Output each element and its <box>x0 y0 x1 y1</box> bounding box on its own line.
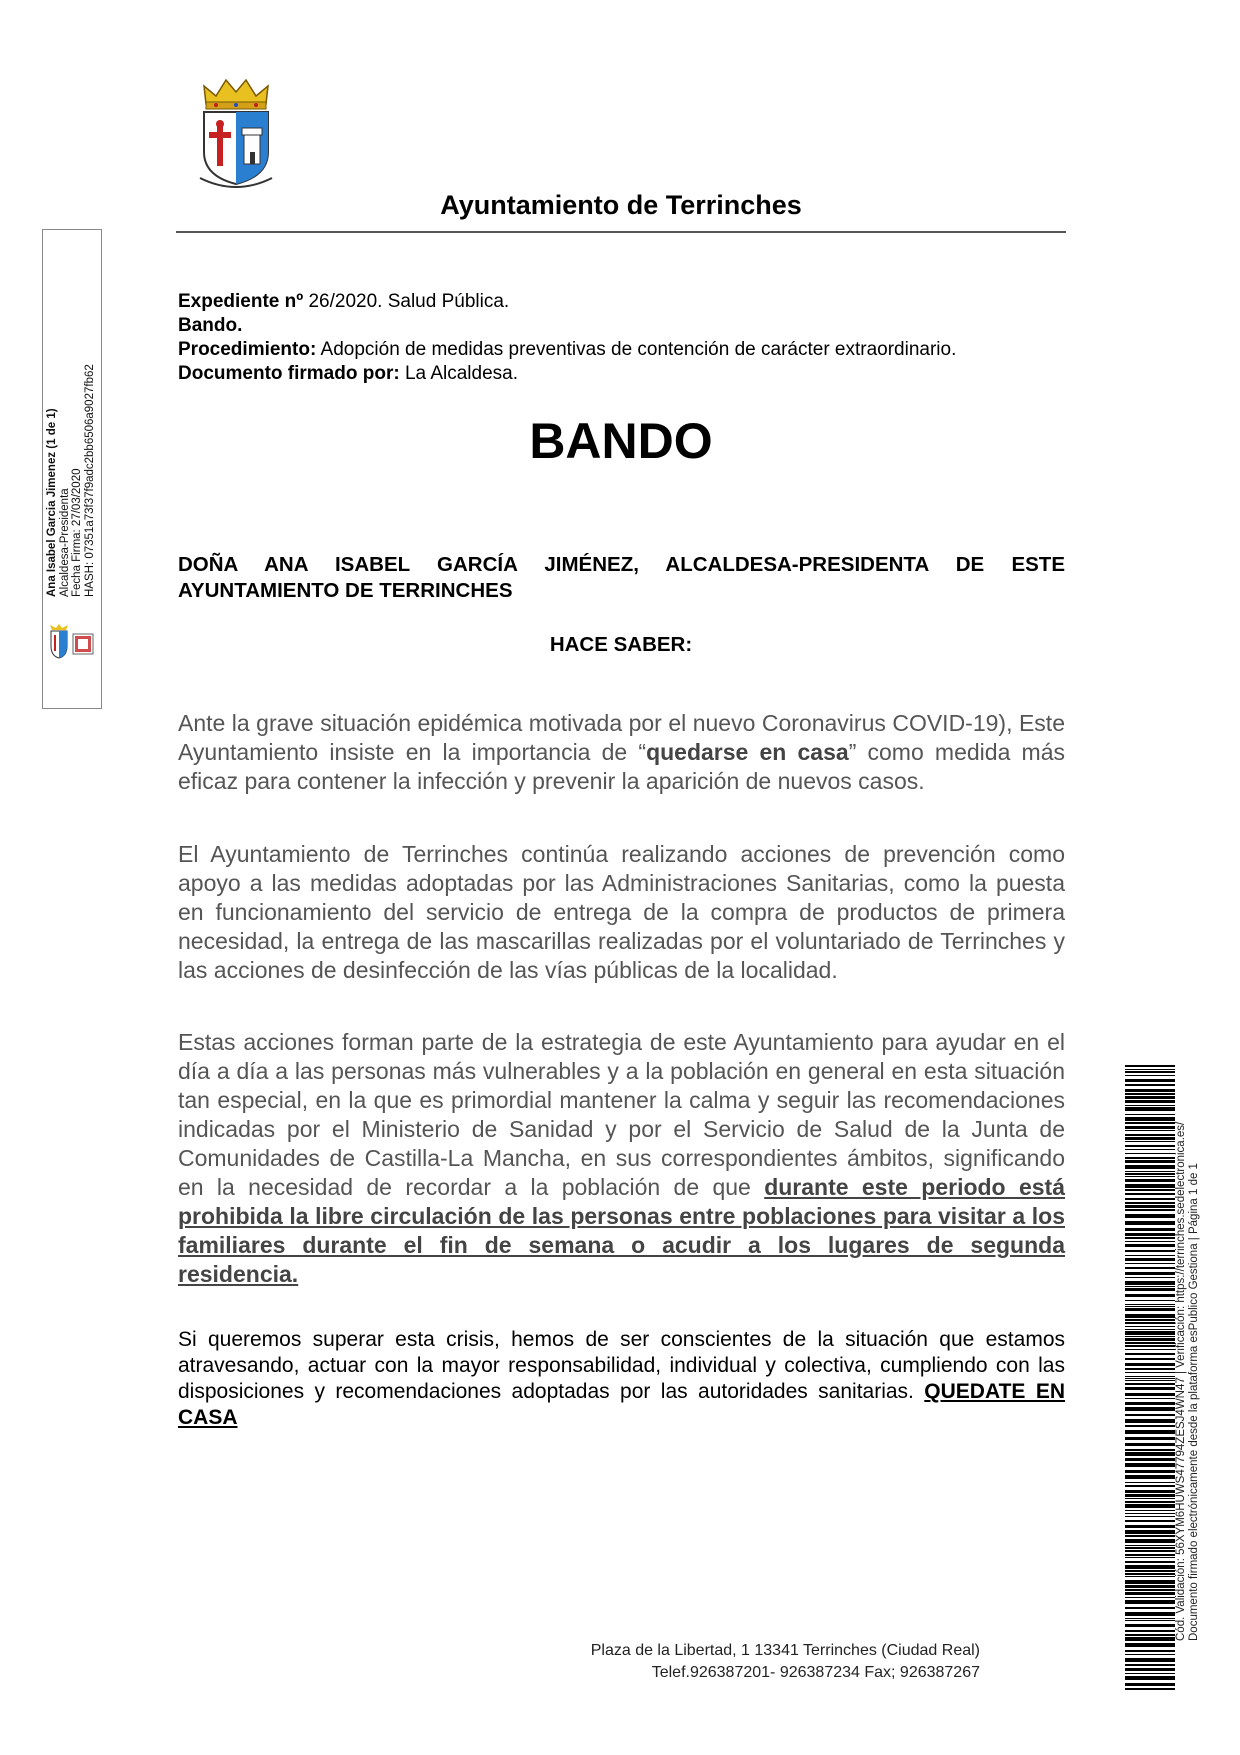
barcode-bar <box>1125 1336 1175 1337</box>
barcode-bar <box>1125 1281 1175 1285</box>
barcode-bar <box>1125 1443 1175 1446</box>
barcode-bar <box>1125 1458 1175 1461</box>
paragraph-2: El Ayuntamiento de Terrinches continúa realizando acciones de prevención como apoyo a las medidas adoptadas por las Administraciones Sanitarias, como la puesta en funcionamiento del servicio de entrega de la compra de productos de primera necesidad, la entrega de las mascarillas realizadas por el voluntariado de Terrinches y las acciones de desinfección de las vías públicas de la localidad. <box>178 841 1065 983</box>
barcode-bar <box>1125 1345 1175 1347</box>
barcode-bar <box>1125 1358 1175 1360</box>
barcode-bar <box>1125 1498 1175 1499</box>
paragraph-1-bold: quedarse en casa <box>646 739 849 765</box>
barcode-bar <box>1125 1145 1175 1147</box>
document-title: BANDO <box>529 413 713 469</box>
barcode-bar <box>1125 1117 1175 1121</box>
barcode-bar <box>1125 1585 1175 1588</box>
barcode-bar <box>1125 1607 1175 1609</box>
barcode-bar <box>1125 1414 1175 1416</box>
footer-address: Plaza de la Libertad, 1 13341 Terrinches (Ciudad Real) <box>590 1642 980 1659</box>
barcode-bar <box>1125 1153 1175 1154</box>
barcode-bar <box>1125 1258 1175 1261</box>
barcode-bar <box>1125 1539 1175 1543</box>
barcode-bar <box>1125 1620 1175 1621</box>
barcode-bar <box>1125 1353 1175 1355</box>
barcode-bar <box>1125 1149 1175 1150</box>
barcode-bar <box>1125 1683 1175 1686</box>
paragraph-4 <box>178 1327 1065 1431</box>
barcode-bar <box>1125 1329 1175 1330</box>
bando-label: Bando. <box>178 315 243 336</box>
barcode-bar <box>1125 1383 1175 1385</box>
barcode-bar <box>1125 1263 1175 1264</box>
barcode-bar <box>1125 1137 1175 1140</box>
barcode-bar <box>1125 1634 1175 1636</box>
barcode-bar <box>1125 1100 1175 1103</box>
barcode-bar <box>1125 1294 1175 1297</box>
barcode-bar <box>1125 1510 1175 1511</box>
barcode-bar <box>1125 1134 1175 1136</box>
barcode-bar <box>1125 1202 1175 1204</box>
barcode-bar <box>1125 1326 1175 1327</box>
barcode-bar <box>1125 1547 1175 1549</box>
barcode-bar <box>1125 1122 1175 1124</box>
barcode-bar <box>1125 1342 1175 1344</box>
barcode-bar <box>1125 1425 1175 1427</box>
barcode-bar <box>1125 1114 1175 1115</box>
barcode-bar <box>1125 1520 1175 1522</box>
barcode-bar <box>1125 1545 1175 1546</box>
barcode-bar <box>1125 1398 1175 1399</box>
barcode-bar <box>1125 1157 1175 1159</box>
paragraph-1-text-a: Ante la grave situación epidémica motivada por el nuevo Coronavirus COVID-19), Este Ayuntamiento insiste en la importancia de “ <box>178 710 1065 765</box>
barcode-bar <box>1125 1165 1175 1169</box>
barcode-bar <box>1125 1654 1175 1655</box>
barcode-bar <box>1125 1449 1175 1451</box>
barcode-bar <box>1125 1600 1175 1604</box>
barcode-bar <box>1125 1561 1175 1563</box>
barcode-bar <box>1125 1288 1175 1291</box>
signer-heading: DOÑA ANA ISABEL GARCÍA JIMÉNEZ, ALCALDESA-PRESIDENTA DE ESTE AYUNTAMIENTO DE TERRINCHES <box>178 553 1065 602</box>
procedimiento-line <box>178 338 1078 362</box>
barcode-bar <box>1125 1126 1175 1129</box>
firmado-line <box>178 362 1078 386</box>
barcode-bar <box>1125 1221 1175 1225</box>
barcode-bar <box>1125 1630 1175 1632</box>
barcode-bar <box>1125 1612 1175 1616</box>
verification-line-2: Documento firmado electrónicamente desde la plataforma esPublico Gestiona | Página 1 de 1 <box>1188 1163 1200 1641</box>
barcode-bar <box>1125 1376 1175 1377</box>
barcode-bar <box>1125 1378 1175 1379</box>
barcode-bar <box>1125 1349 1175 1350</box>
barcode-bar <box>1125 1255 1175 1256</box>
hace-saber-heading: HACE SABER: <box>549 633 693 656</box>
firmado-value: La Alcaldesa. <box>404 363 518 384</box>
barcode-bar <box>1125 1250 1175 1252</box>
barcode-bar <box>1125 1189 1175 1191</box>
barcode-bar <box>1125 1516 1175 1517</box>
expediente-value: 26/2020. Salud Pública. <box>308 291 510 312</box>
barcode-bar <box>1125 1580 1175 1584</box>
paragraph-4-text: Si queremos superar esta crisis, hemos de ser conscientes de la situación que estamos atravesando, actuar con la mayor responsabilidad, individual y colectiva, cumpliendo con las disposiciones y recomendaciones adoptadas por las autoridades sanitarias. <box>178 1328 1065 1403</box>
barcode-bar <box>1125 1171 1175 1172</box>
paragraph-1 <box>178 709 1065 796</box>
barcode-bar <box>1125 1688 1175 1690</box>
barcode-bar <box>1125 1550 1175 1552</box>
barcode-bar <box>1125 1643 1175 1647</box>
coat-of-arms-logo <box>196 74 276 192</box>
barcode-bar <box>1125 1338 1175 1341</box>
barcode-bar <box>1125 1437 1175 1440</box>
barcode-bar <box>1125 1387 1175 1390</box>
barcode-bar <box>1125 1084 1175 1086</box>
signature-text <box>46 217 100 597</box>
paragraph-4-underlined: QUEDATE EN CASA <box>178 1380 1065 1429</box>
verification-text <box>1175 1081 1215 1641</box>
barcode-bar <box>1125 1676 1175 1680</box>
barcode-bar <box>1125 1494 1175 1497</box>
footer-contact <box>470 1640 980 1684</box>
barcode-bar <box>1125 1209 1175 1211</box>
barcode-bar <box>1125 1184 1175 1188</box>
expediente-label: Expediente nº <box>178 291 304 312</box>
barcode-bar <box>1125 1272 1175 1275</box>
barcode-bar <box>1125 1130 1175 1131</box>
barcode-bar <box>1125 1096 1175 1099</box>
barcode-bar <box>1125 1322 1175 1324</box>
validation-barcode <box>1125 1065 1175 1690</box>
barcode-bar <box>1125 1179 1175 1182</box>
barcode-bar <box>1125 1176 1175 1177</box>
barcode-bar <box>1125 1075 1175 1076</box>
barcode-bar <box>1125 1319 1175 1321</box>
barcode-bar <box>1125 1141 1175 1142</box>
barcode-bar <box>1125 1228 1175 1231</box>
barcode-bar <box>1125 1430 1175 1434</box>
barcode-bar <box>1125 1286 1175 1287</box>
barcode-bar <box>1125 1664 1175 1666</box>
barcode-bar <box>1125 1244 1175 1247</box>
barcode-bar <box>1125 1237 1175 1239</box>
paragraph-3 <box>178 1028 1065 1289</box>
barcode-bar <box>1125 1668 1175 1671</box>
barcode-bar <box>1125 1233 1175 1236</box>
paragraph-3-underlined: durante este periodo está prohibida la libre circulación de las personas entre poblaciones para visitar a los familiares durante el fin de semana o acudir a los lugares de segunda residencia. <box>178 1174 1065 1287</box>
barcode-bar <box>1125 1069 1175 1070</box>
barcode-bar <box>1125 1105 1175 1106</box>
barcode-bar <box>1125 1530 1175 1534</box>
barcode-bar <box>1125 1452 1175 1456</box>
signature-role: Alcaldesa-Presidenta <box>58 488 71 597</box>
barcode-bar <box>1125 1093 1175 1095</box>
barcode-bar <box>1125 1485 1175 1487</box>
barcode-bar <box>1125 1618 1175 1619</box>
barcode-bar <box>1125 1557 1175 1558</box>
barcode-bar <box>1125 1576 1175 1577</box>
barcode-bar <box>1125 1079 1175 1082</box>
header-title: Ayuntamiento de Terrinches <box>440 190 802 220</box>
barcode-bar <box>1125 1475 1175 1479</box>
barcode-bar <box>1125 1407 1175 1411</box>
signature-date: Fecha Firma: 27/03/2020 <box>71 468 83 597</box>
barcode-bar <box>1125 1554 1175 1556</box>
paragraph-1-text-b: ” como medida más eficaz para contener la infección y prevenir la aparición de nuevos casos. <box>178 739 1065 794</box>
barcode-bar <box>1125 1573 1175 1575</box>
barcode-bar <box>1125 1624 1175 1627</box>
barcode-bar <box>1125 1314 1175 1318</box>
bando-line <box>178 314 1078 338</box>
barcode-bar <box>1125 1205 1175 1208</box>
barcode-bar <box>1125 1363 1175 1366</box>
barcode-bar <box>1125 1637 1175 1641</box>
signature-box <box>42 229 102 709</box>
barcode-bar <box>1125 1107 1175 1111</box>
barcode-bar <box>1125 1214 1175 1218</box>
barcode-bar <box>1125 1198 1175 1200</box>
barcode-bar <box>1125 1419 1175 1423</box>
verification-line-1: Cód. Validación: 56XYM6HUWS47794ZESJ4WN47 | Verificación: https://terrinches.sedelectronica.es/ <box>1175 1121 1187 1641</box>
barcode-bar <box>1125 1277 1175 1278</box>
barcode-bar <box>1125 1658 1175 1662</box>
barcode-bar <box>1125 1300 1175 1301</box>
barcode-bar <box>1125 1463 1175 1467</box>
barcode-bar <box>1125 1513 1175 1514</box>
barcode-bar <box>1125 1089 1175 1092</box>
barcode-bar <box>1125 1380 1175 1381</box>
barcode-bar <box>1125 1504 1175 1508</box>
barcode-bar <box>1125 1490 1175 1493</box>
barcode-bar <box>1125 1393 1175 1396</box>
barcode-bar <box>1125 1193 1175 1195</box>
procedimiento-value: Adopción de medidas preventivas de contención de carácter extraordinario. <box>320 339 957 360</box>
barcode-bar <box>1125 1501 1175 1503</box>
barcode-bar <box>1125 1160 1175 1163</box>
signature-seal-icon <box>46 624 98 660</box>
barcode-bar <box>1125 1589 1175 1591</box>
expediente-line <box>178 290 1078 314</box>
barcode-bar <box>1125 1368 1175 1370</box>
barcode-bar <box>1125 1331 1175 1335</box>
barcode-bar <box>1125 1071 1175 1073</box>
barcode-bar <box>1125 1570 1175 1572</box>
barcode-bar <box>1125 1535 1175 1537</box>
signature-name: Ana Isabel Garcia Jimenez (1 de 1) <box>46 408 58 597</box>
firmado-label: Documento firmado por: <box>178 363 400 384</box>
barcode-bar <box>1125 1565 1175 1569</box>
document-metadata <box>178 290 1078 386</box>
barcode-bar <box>1125 1241 1175 1242</box>
barcode-bar <box>1125 1673 1175 1674</box>
procedimiento-label: Procedimiento: <box>178 339 317 360</box>
footer-phones: Telef.926387201- 926387234 Fax; 926387267 <box>651 1664 980 1681</box>
barcode-bar <box>1125 1372 1175 1373</box>
barcode-bar <box>1125 1065 1175 1067</box>
barcode-bar <box>1125 1597 1175 1598</box>
signature-hash: HASH: 07351a73f37f9adc2bb6506a9027fb62 <box>83 364 96 597</box>
barcode-bar <box>1125 1304 1175 1305</box>
header-divider <box>176 231 1066 233</box>
barcode-bar <box>1125 1650 1175 1652</box>
barcode-bar <box>1125 1402 1175 1405</box>
barcode-bar <box>1125 1173 1175 1175</box>
barcode-bar <box>1125 1306 1175 1307</box>
barcode-bar <box>1125 1525 1175 1528</box>
barcode-bar <box>1125 1308 1175 1311</box>
barcode-bar <box>1125 1482 1175 1483</box>
paragraph-3-text: Estas acciones forman parte de la estrategia de este Ayuntamiento para ayudar en el día a día a las personas más vulnerables y a la población en general en esta situación tan especial, en la que es primordial mantener la calma y seguir las recomendaciones indicadas por el Ministerio de Sanidad y por el Servicio de Salud de la Junta de Comunidades de Castilla-La Mancha, en sus correspondientes ámbitos, significando en la necesidad de recordar a la población de que <box>178 1029 1065 1200</box>
barcode-bar <box>1125 1267 1175 1269</box>
barcode-bar <box>1125 1470 1175 1473</box>
barcode-bar <box>1125 1592 1175 1595</box>
